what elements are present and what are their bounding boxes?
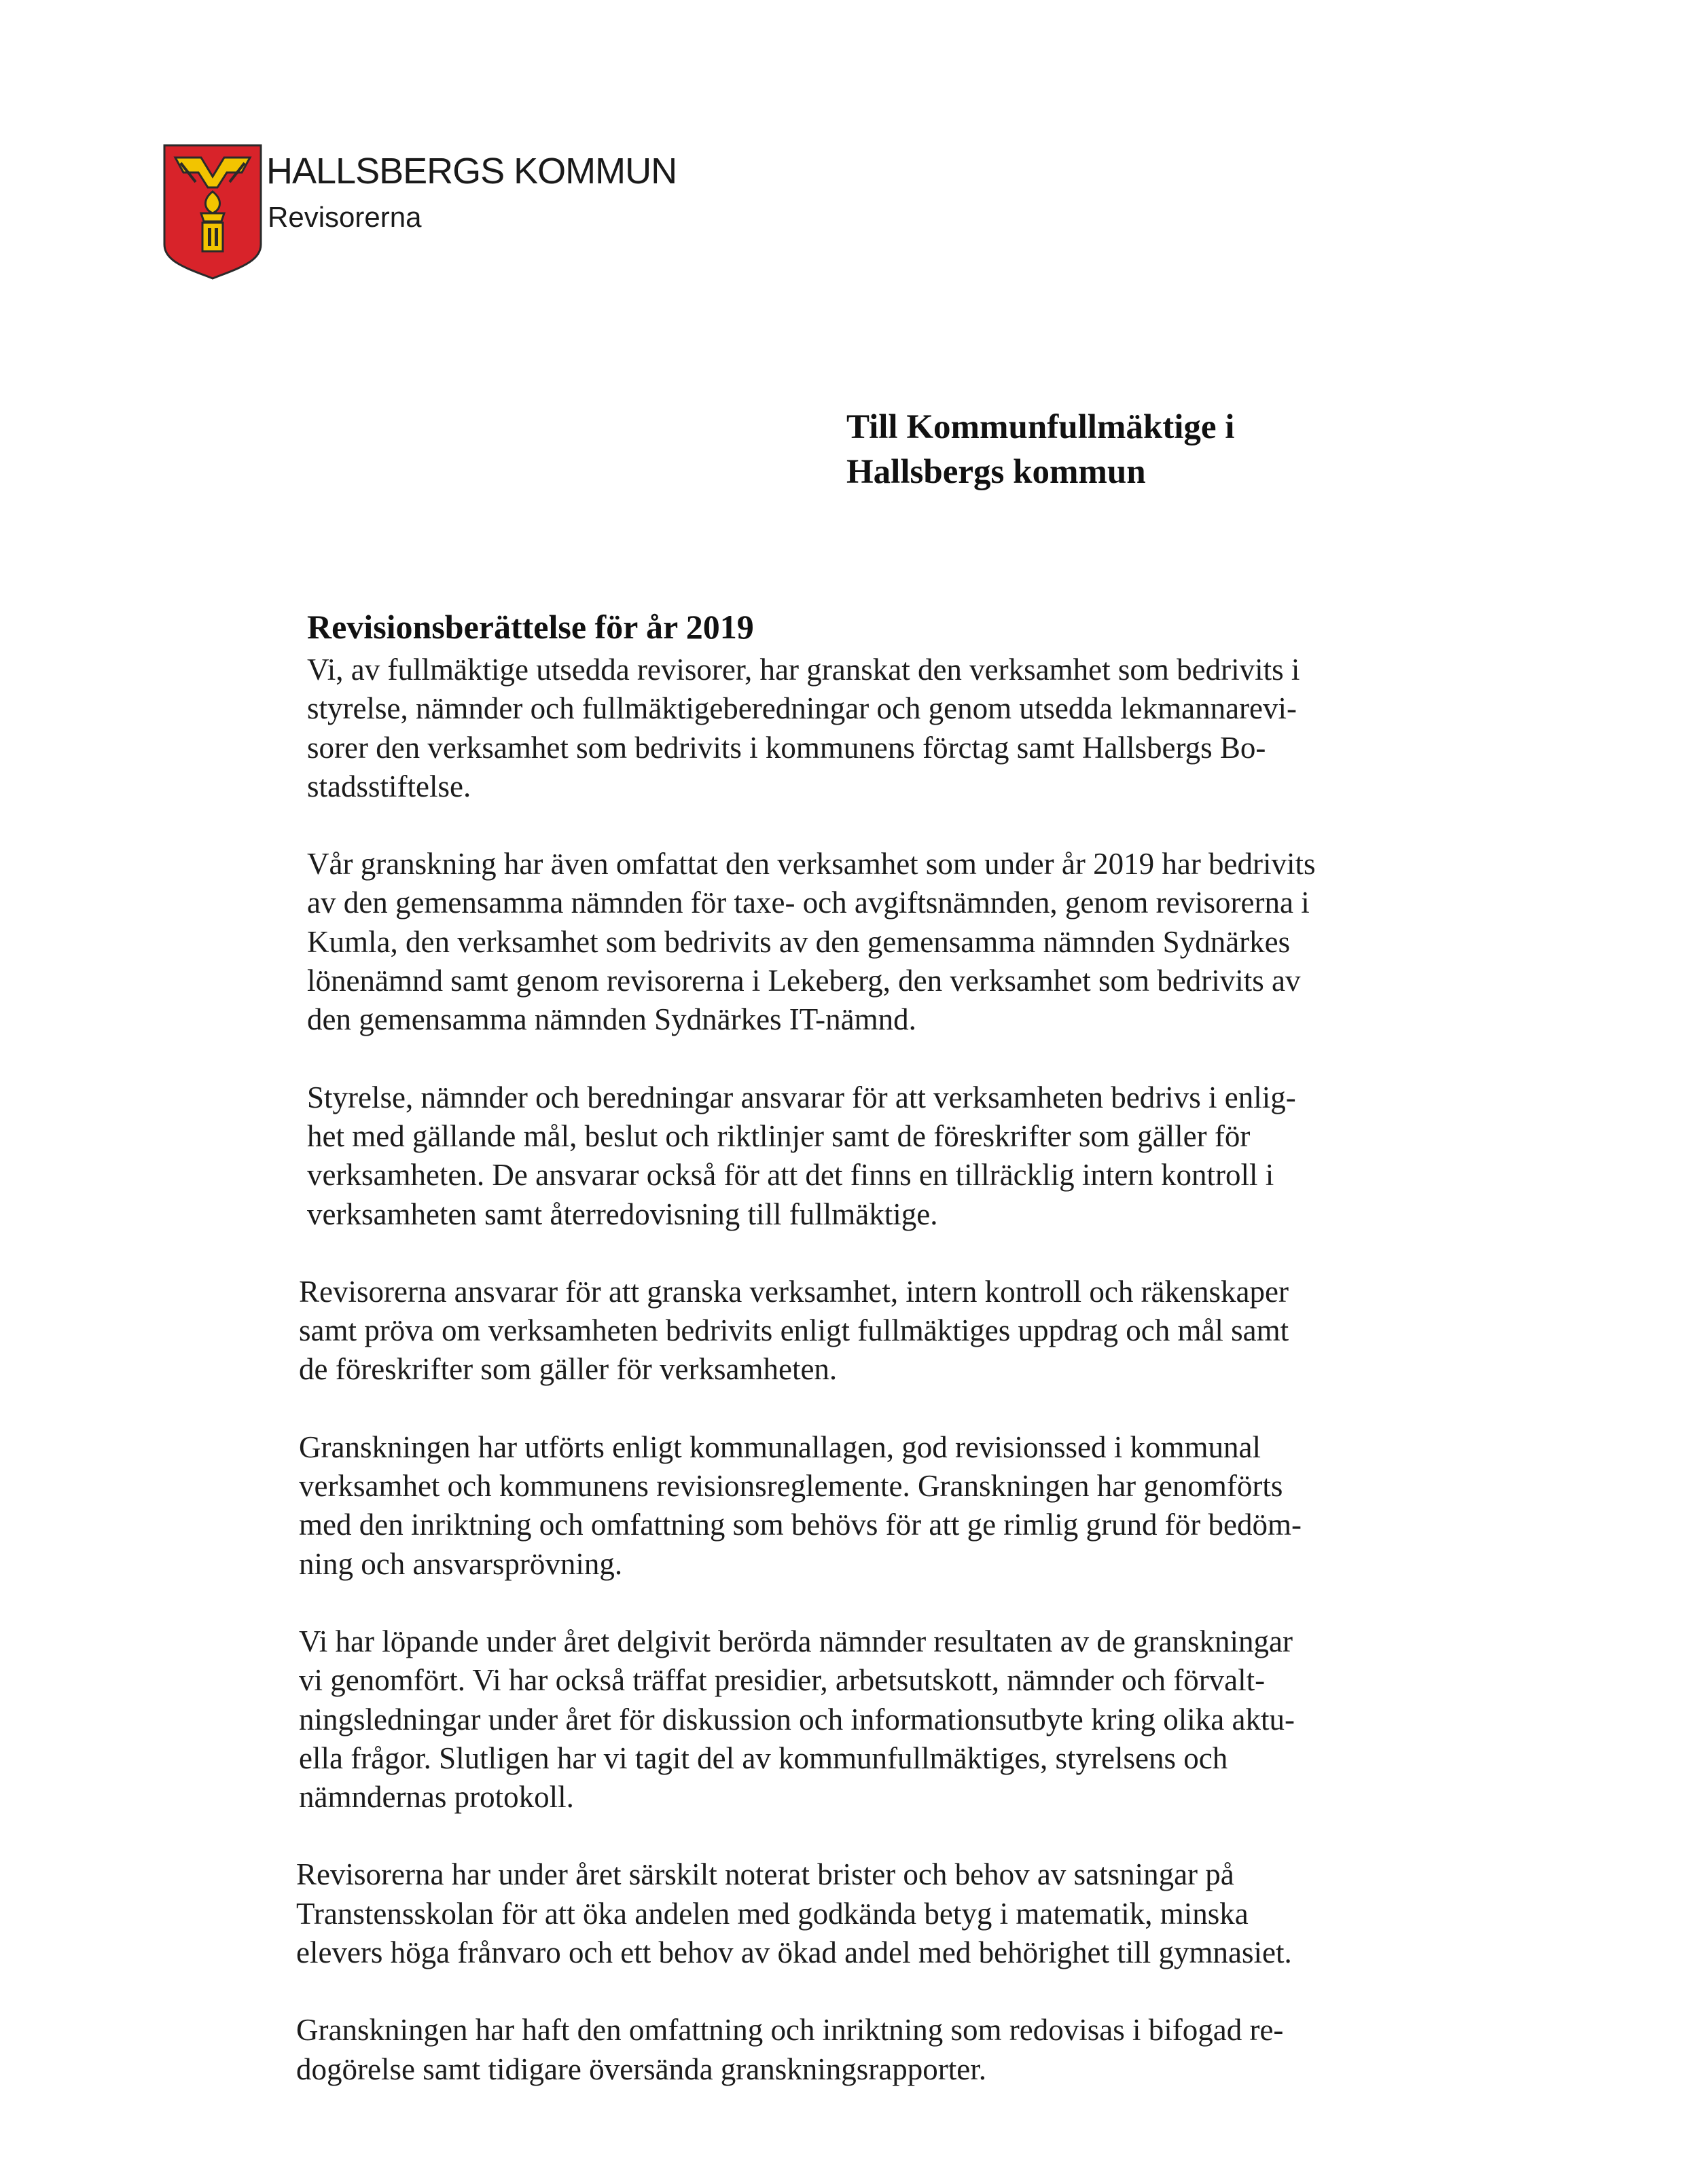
document-body [296, 603, 1462, 2128]
text-line: Vår granskning har även omfattat den verksamhet som under år 2019 har bedrivits [307, 847, 1316, 881]
text-line: verksamhet och kommunens revisionsreglemente. Granskningen har genomförts [299, 1469, 1283, 1504]
paragraph [296, 2011, 1462, 2089]
text-line: Granskningen har haft den omfattning och inriktning som redovisas i bifogad re- [296, 2013, 1284, 2047]
addressee-block [846, 405, 1234, 494]
paragraph [307, 651, 1462, 806]
text-line: med den inriktning och omfattning som behövs för att ge rimlig grund för bedöm- [299, 1508, 1302, 1542]
text-line: ningsledningar under året för diskussion och informationsutbyte kring olika aktu- [299, 1702, 1295, 1736]
text-line: sorer den verksamhet som bedrivits i kommunens förctag samt Hallsbergs Bo- [307, 730, 1266, 765]
paragraph [299, 1273, 1462, 1389]
text-line: den gemensamma nämnden Sydnärkes IT-nämnd. [307, 1002, 916, 1037]
text-line: verksamheten. De ansvarar också för att det finns en tillräcklig intern kontroll i [307, 1158, 1274, 1193]
text-line: Vi, av fullmäktige utsedda revisorer, har granskat den verksamhet som bedrivits i [307, 653, 1300, 687]
text-line: nämndernas protokoll. [299, 1780, 574, 1815]
text-line: Revisorerna har under året särskilt noterat brister och behov av satsningar på [296, 1857, 1234, 1892]
addressee-line: Till Kommunfullmäktige i [846, 408, 1235, 446]
text-line: elevers höga frånvaro och ett behov av ökad andel med behörighet till gymnasiet. [296, 1935, 1292, 1970]
coat-of-arms-icon [162, 143, 264, 280]
text-line: Transtensskolan för att öka andelen med godkända betyg i matematik, minska [296, 1896, 1249, 1931]
text-line: Styrelse, nämnder och beredningar ansvarar för att verksamheten bedrivs i enlig- [307, 1080, 1296, 1114]
department-name: Revisorerna [268, 201, 422, 233]
text-line: vi genomfört. Vi har också träffat presidier, arbetsutskott, nämnder och förvalt- [299, 1663, 1266, 1698]
addressee-line: Hallsbergs kommun [846, 453, 1146, 491]
paragraph [307, 1078, 1462, 1234]
document-title: Revisionsberättelse för år 2019 [307, 608, 754, 646]
text-line: Kumla, den verksamhet som bedrivits av den gemensamma nämnden Sydnärkes [307, 924, 1291, 959]
text-line: Granskningen har utförts enligt kommunallagen, god revisionssed i kommunal [299, 1430, 1261, 1464]
text-line: Revisorerna ansvarar för att granska verksamhet, intern kontroll och räkenskaper [299, 1274, 1289, 1309]
text-line: de föreskrifter som gäller för verksamheten. [299, 1352, 838, 1387]
paragraph [296, 1855, 1462, 1972]
paragraph [299, 1428, 1462, 1584]
text-line: styrelse, nämnder och fullmäktigeberedningar och genom utsedda lekmannarevi- [307, 691, 1297, 726]
text-line: Vi har löpande under året delgivit berörda nämnder resultaten av de granskningar [299, 1624, 1293, 1658]
text-line: ella frågor. Slutligen har vi tagit del av kommunfullmäktiges, styrelsens och [299, 1741, 1228, 1775]
text-line: samt pröva om verksamheten bedrivits enligt fullmäktiges uppdrag och mål samt [299, 1313, 1289, 1348]
text-line: lönenämnd samt genom revisorerna i Lekeberg, den verksamhet som bedrivits av [307, 964, 1301, 998]
text-line: av den gemensamma nämnden för taxe- och avgiftsnämnden, genom revisorerna i [307, 886, 1310, 920]
text-line: stadsstiftelse. [307, 769, 471, 803]
text-line: dogörelse samt tidigare översända granskningsrapporter. [296, 2052, 986, 2086]
text-line: het med gällande mål, beslut och riktlinjer samt de föreskrifter som gäller för [307, 1118, 1251, 1153]
text-line: verksamheten samt återredovisning till fullmäktige. [307, 1197, 938, 1231]
paragraph [307, 845, 1462, 1039]
paragraph [299, 1622, 1462, 1817]
organization-name: HALLSBERGS KOMMUN [266, 151, 677, 192]
text-line: ning och ansvarsprövning. [299, 1546, 623, 1581]
